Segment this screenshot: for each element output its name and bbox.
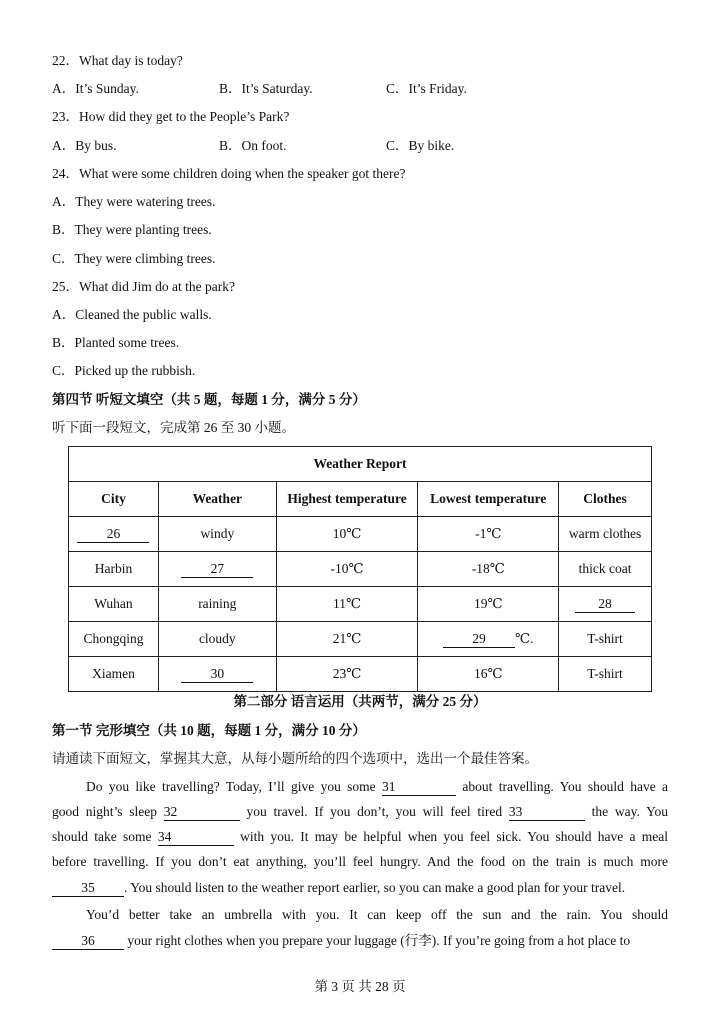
passage-line-7: [52, 932, 668, 950]
passage-text: good night’s sleep: [52, 804, 158, 819]
passage-line-3: [52, 828, 668, 846]
table-cell: 21℃: [276, 622, 418, 657]
table-cell: Chongqing: [69, 622, 159, 657]
passage-text: You’d better take an umbrella with you. It can keep off the sun and the rain. You should: [86, 907, 668, 922]
weather-report-table: [68, 446, 652, 692]
table-cell: Wuhan: [69, 587, 159, 622]
passage-text: should take some: [52, 829, 152, 844]
table-cell: thick coat: [559, 552, 652, 587]
table-cell: 19℃: [418, 587, 559, 622]
table-cell: raining: [158, 587, 276, 622]
table-cell: warm clothes: [559, 517, 652, 552]
passage-line-1: [86, 778, 668, 796]
q25-option-c: C．Picked up the rubbish.: [52, 363, 196, 378]
passage-line-4: [52, 853, 668, 871]
part-2-heading: 第二部分 语言运用（共两节，满分 25 分）: [233, 694, 487, 709]
q23-option-c: C．By bike.: [386, 138, 455, 153]
table-cell: [418, 622, 559, 657]
q25-option-a: A．Cleaned the public walls.: [52, 307, 212, 322]
table-cell: 10℃: [276, 517, 418, 552]
passage-text: your right clothes when you prepare your luggage (行李). If you’re going from a hot place to: [127, 933, 631, 948]
blank-29: 29: [443, 631, 515, 648]
part-2-section-1-heading: 第一节 完形填空（共 10 题，每题 1 分，满分 10 分）: [52, 723, 366, 738]
table-cell: -10℃: [276, 552, 418, 587]
header-highest-temperature: Highest temperature: [276, 482, 418, 517]
table-row: [69, 517, 652, 552]
table-row: [69, 552, 652, 587]
temperature-unit: ℃.: [515, 630, 534, 646]
blank-30: 30: [181, 666, 253, 683]
header-city: City: [69, 482, 159, 517]
header-lowest-temperature: Lowest temperature: [418, 482, 559, 517]
table-cell: windy: [158, 517, 276, 552]
passage-line-2: [52, 803, 668, 821]
q23-option-a: A．By bus.: [52, 138, 117, 153]
table-row: [69, 622, 652, 657]
q24-option-a: A．They were watering trees.: [52, 194, 216, 209]
passage-line-5: [52, 879, 668, 897]
q23-option-b: B．On foot.: [219, 138, 287, 153]
q24-option-c: C．They were climbing trees.: [52, 251, 216, 266]
passage-text: before travelling. If you don’t eat anything, you’ll feel hungry. And the food on the train is much more: [52, 854, 668, 869]
page-footer: 第 3 页 共 28 页: [314, 979, 406, 994]
header-clothes: Clothes: [559, 482, 652, 517]
table-cell: -1℃: [418, 517, 559, 552]
q22-option-a: A．It’s Sunday.: [52, 81, 139, 96]
table-cell: T-shirt: [559, 657, 652, 692]
passage-text: the way. You: [591, 804, 669, 819]
blank-31: 31: [382, 779, 456, 796]
question-24: 24．What were some children doing when the speaker got there?: [52, 166, 406, 181]
question-25: 25．What did Jim do at the park?: [52, 279, 235, 294]
table-cell: cloudy: [158, 622, 276, 657]
table-cell: [69, 517, 159, 552]
passage-text: Do you like travelling? Today, I’ll give you some: [86, 779, 376, 794]
table-cell: -18℃: [418, 552, 559, 587]
question-23: 23．How did they get to the People’s Park?: [52, 109, 290, 124]
blank-32: 32: [164, 804, 240, 821]
passage-text: about travelling. You should have a: [462, 779, 669, 794]
passage-text: . You should listen to the weather report earlier, so you can make a good plan for your travel.: [124, 880, 626, 895]
table-title: Weather Report: [69, 447, 652, 482]
table-cell: Harbin: [69, 552, 159, 587]
blank-33: 33: [509, 804, 585, 821]
q24-option-b: B．They were planting trees.: [52, 222, 212, 237]
table-cell: Xiamen: [69, 657, 159, 692]
blank-35: 35: [52, 880, 124, 897]
question-22: 22．What day is today?: [52, 53, 183, 68]
table-cell: [559, 587, 652, 622]
section-4-instruction: 听下面一段短文，完成第 26 至 30 小题。: [52, 420, 295, 435]
q22-option-b: B．It’s Saturday.: [219, 81, 313, 96]
table-title-row: [69, 447, 652, 482]
table-cell: 11℃: [276, 587, 418, 622]
table-cell: 16℃: [418, 657, 559, 692]
part-2-instruction: 请通读下面短文，掌握其大意，从每小题所给的四个选项中，选出一个最佳答案。: [52, 751, 538, 766]
section-4-heading: 第四节 听短文填空（共 5 题，每题 1 分，满分 5 分）: [52, 392, 366, 407]
blank-27: 27: [181, 561, 253, 578]
blank-26: 26: [77, 526, 149, 543]
table-cell: 23℃: [276, 657, 418, 692]
passage-line-6: [86, 906, 668, 924]
table-cell: [158, 657, 276, 692]
q25-option-b: B．Planted some trees.: [52, 335, 180, 350]
table-row: [69, 587, 652, 622]
passage-text: you travel. If you don’t, you will feel tired: [246, 804, 503, 819]
header-weather: Weather: [158, 482, 276, 517]
blank-28: 28: [575, 596, 635, 613]
q22-option-c: C．It’s Friday.: [386, 81, 467, 96]
table-cell: T-shirt: [559, 622, 652, 657]
blank-34: 34: [158, 829, 234, 846]
table-header-row: [69, 482, 652, 517]
table-row: [69, 657, 652, 692]
passage-text: with you. It may be helpful when you feel sick. You should have a meal: [240, 829, 669, 844]
blank-36: 36: [52, 933, 124, 950]
table-cell: [158, 552, 276, 587]
